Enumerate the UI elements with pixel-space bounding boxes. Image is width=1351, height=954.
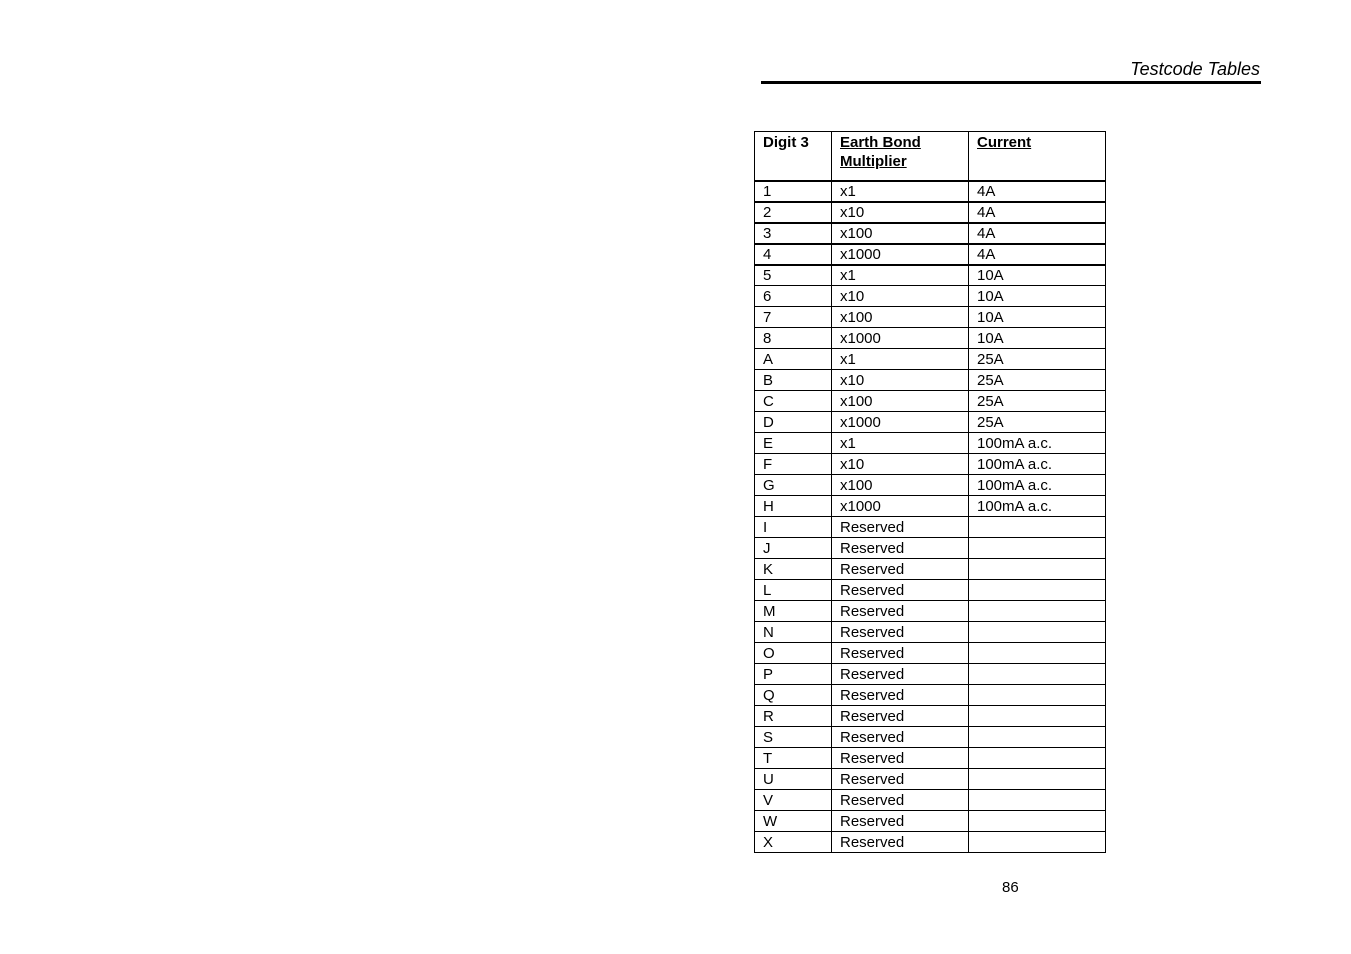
cell-digit: 2 <box>755 202 832 223</box>
cell-current: 25A <box>969 370 1106 391</box>
cell-multiplier: x10 <box>832 370 969 391</box>
table-row <box>755 265 1106 286</box>
page-header <box>761 56 1261 84</box>
cell-current <box>969 727 1106 748</box>
cell-digit: P <box>755 664 832 685</box>
cell-current <box>969 748 1106 769</box>
cell-digit: W <box>755 811 832 832</box>
cell-current: 4A <box>969 244 1106 265</box>
cell-multiplier: x10 <box>832 454 969 475</box>
cell-multiplier: x1 <box>832 265 969 286</box>
cell-current: 25A <box>969 349 1106 370</box>
table-row <box>755 727 1106 748</box>
table-row <box>755 664 1106 685</box>
table-row <box>755 706 1106 727</box>
cell-current <box>969 790 1106 811</box>
cell-digit: C <box>755 391 832 412</box>
cell-multiplier: x1000 <box>832 496 969 517</box>
table-row <box>755 517 1106 538</box>
cell-multiplier: x10 <box>832 286 969 307</box>
cell-current: 100mA a.c. <box>969 433 1106 454</box>
cell-current <box>969 832 1106 853</box>
table-row <box>755 832 1106 853</box>
cell-digit: 5 <box>755 265 832 286</box>
column-header-current-label: Current <box>977 134 1032 151</box>
cell-multiplier: Reserved <box>832 538 969 559</box>
table-row <box>755 328 1106 349</box>
cell-digit: J <box>755 538 832 559</box>
cell-current: 100mA a.c. <box>969 454 1106 475</box>
cell-current <box>969 685 1106 706</box>
cell-multiplier: Reserved <box>832 559 969 580</box>
table-row <box>755 370 1106 391</box>
table-row <box>755 244 1106 265</box>
cell-digit: D <box>755 412 832 433</box>
page-title: Testcode Tables <box>1130 59 1260 79</box>
cell-digit: M <box>755 601 832 622</box>
cell-current: 10A <box>969 328 1106 349</box>
cell-current: 100mA a.c. <box>969 475 1106 496</box>
cell-multiplier: x100 <box>832 475 969 496</box>
cell-digit: A <box>755 349 832 370</box>
cell-digit: 1 <box>755 181 832 202</box>
cell-current <box>969 580 1106 601</box>
cell-multiplier: Reserved <box>832 664 969 685</box>
cell-current: 10A <box>969 307 1106 328</box>
cell-current: 4A <box>969 223 1106 244</box>
cell-digit: E <box>755 433 832 454</box>
cell-multiplier: x100 <box>832 391 969 412</box>
cell-digit: I <box>755 517 832 538</box>
cell-current <box>969 622 1106 643</box>
cell-multiplier: Reserved <box>832 601 969 622</box>
column-header-multiplier-label: Earth Bond Multiplier <box>840 134 921 170</box>
cell-digit: V <box>755 790 832 811</box>
cell-multiplier: Reserved <box>832 706 969 727</box>
table-row <box>755 601 1106 622</box>
table-row <box>755 643 1106 664</box>
table-row <box>755 202 1106 223</box>
cell-current <box>969 601 1106 622</box>
cell-current <box>969 643 1106 664</box>
cell-multiplier: Reserved <box>832 832 969 853</box>
cell-multiplier: Reserved <box>832 517 969 538</box>
cell-multiplier: Reserved <box>832 622 969 643</box>
cell-multiplier: x1 <box>832 349 969 370</box>
column-header-current <box>969 132 1106 181</box>
cell-current <box>969 664 1106 685</box>
cell-current <box>969 769 1106 790</box>
table-row <box>755 685 1106 706</box>
table-row <box>755 538 1106 559</box>
cell-multiplier: Reserved <box>832 769 969 790</box>
cell-digit: O <box>755 643 832 664</box>
cell-digit: U <box>755 769 832 790</box>
cell-multiplier: x1000 <box>832 412 969 433</box>
cell-current: 10A <box>969 286 1106 307</box>
cell-digit: 8 <box>755 328 832 349</box>
cell-digit: 4 <box>755 244 832 265</box>
cell-current: 100mA a.c. <box>969 496 1106 517</box>
cell-multiplier: Reserved <box>832 643 969 664</box>
cell-current <box>969 517 1106 538</box>
table-row <box>755 307 1106 328</box>
cell-digit: L <box>755 580 832 601</box>
cell-digit: R <box>755 706 832 727</box>
table-row <box>755 475 1106 496</box>
table-row <box>755 286 1106 307</box>
cell-multiplier: x1000 <box>832 328 969 349</box>
cell-multiplier: Reserved <box>832 811 969 832</box>
table-row <box>755 496 1106 517</box>
table-row <box>755 748 1106 769</box>
table-header-row <box>755 132 1106 181</box>
cell-multiplier: x100 <box>832 223 969 244</box>
cell-current <box>969 706 1106 727</box>
testcode-table <box>754 131 1106 853</box>
table-row <box>755 433 1106 454</box>
cell-digit: T <box>755 748 832 769</box>
table-row <box>755 790 1106 811</box>
cell-digit: X <box>755 832 832 853</box>
cell-multiplier: x100 <box>832 307 969 328</box>
cell-current: 4A <box>969 202 1106 223</box>
cell-multiplier: Reserved <box>832 685 969 706</box>
cell-digit: G <box>755 475 832 496</box>
table-row <box>755 580 1106 601</box>
cell-multiplier: x1000 <box>832 244 969 265</box>
table-row <box>755 622 1106 643</box>
column-header-multiplier <box>832 132 969 181</box>
table-row <box>755 559 1106 580</box>
table-row <box>755 181 1106 202</box>
table-body <box>755 181 1106 853</box>
cell-digit: F <box>755 454 832 475</box>
table-row <box>755 391 1106 412</box>
column-header-digit <box>755 132 832 181</box>
table-row <box>755 811 1106 832</box>
cell-multiplier: Reserved <box>832 580 969 601</box>
cell-multiplier: Reserved <box>832 727 969 748</box>
cell-digit: H <box>755 496 832 517</box>
table-row <box>755 223 1106 244</box>
cell-digit: N <box>755 622 832 643</box>
cell-current <box>969 538 1106 559</box>
cell-current: 25A <box>969 391 1106 412</box>
page-number: 86 <box>1002 879 1019 896</box>
cell-digit: Q <box>755 685 832 706</box>
table-row <box>755 769 1106 790</box>
column-header-digit-label: Digit 3 <box>763 134 809 151</box>
cell-current: 4A <box>969 181 1106 202</box>
cell-digit: 3 <box>755 223 832 244</box>
cell-multiplier: x1 <box>832 181 969 202</box>
cell-current <box>969 559 1106 580</box>
cell-current: 10A <box>969 265 1106 286</box>
cell-multiplier: x1 <box>832 433 969 454</box>
table-row <box>755 454 1106 475</box>
table-row <box>755 349 1106 370</box>
cell-digit: B <box>755 370 832 391</box>
cell-multiplier: Reserved <box>832 790 969 811</box>
cell-digit: S <box>755 727 832 748</box>
cell-digit: K <box>755 559 832 580</box>
cell-current <box>969 811 1106 832</box>
cell-digit: 7 <box>755 307 832 328</box>
table-row <box>755 412 1106 433</box>
cell-digit: 6 <box>755 286 832 307</box>
cell-multiplier: x10 <box>832 202 969 223</box>
cell-multiplier: Reserved <box>832 748 969 769</box>
cell-current: 25A <box>969 412 1106 433</box>
